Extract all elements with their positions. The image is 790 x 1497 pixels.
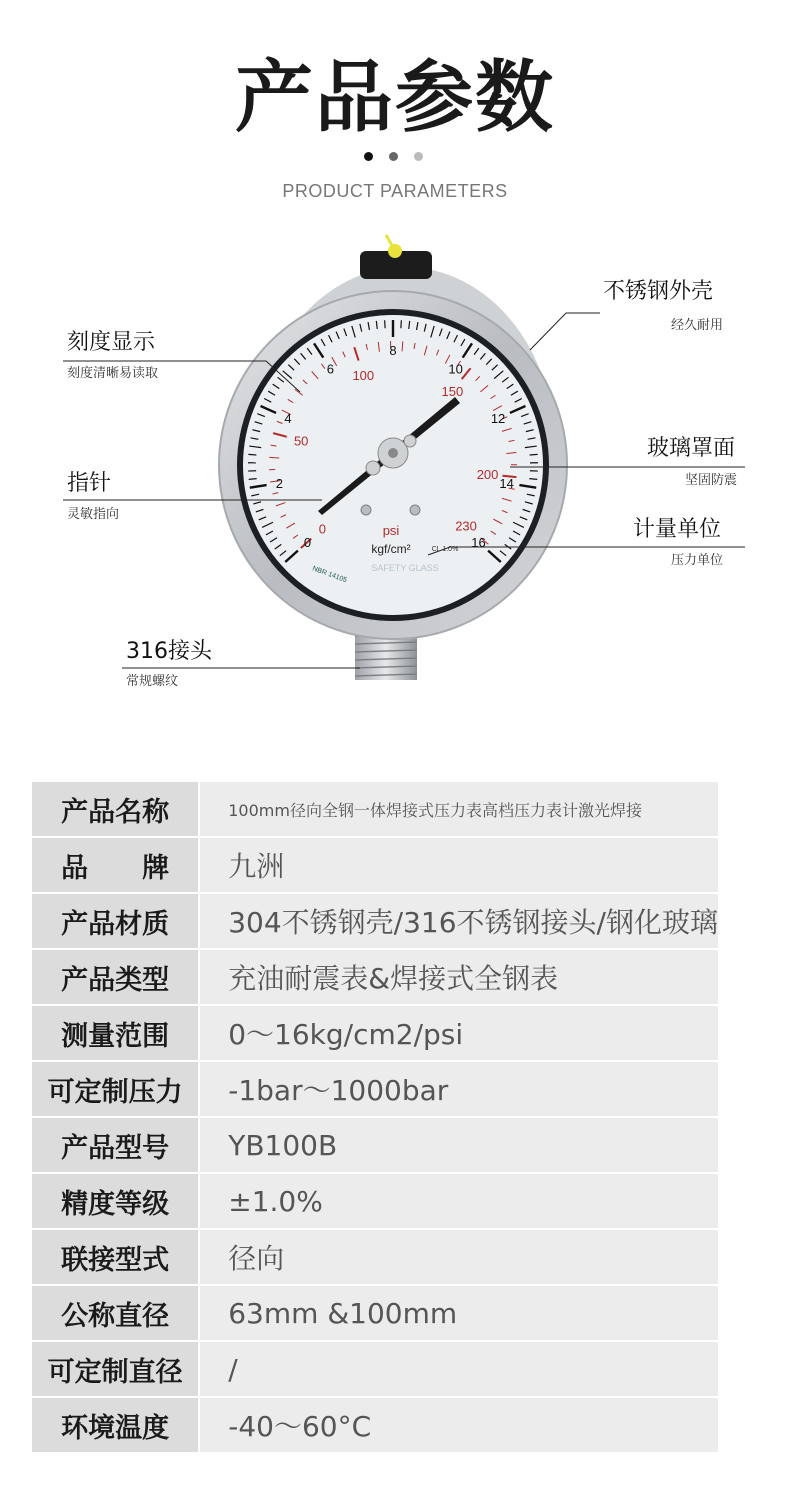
param-row: [32, 1174, 718, 1230]
callout-unit-title: 计量单位: [633, 517, 722, 542]
param-value: YB100B: [200, 1118, 718, 1174]
param-value: 九洲: [200, 838, 718, 894]
callout-connector-sub: 常规螺纹: [126, 674, 179, 689]
param-value: 充油耐震表&焊接式全钢表: [200, 950, 718, 1006]
fill-plug-tip: [388, 244, 402, 258]
page-title: 产品参数: [234, 53, 555, 143]
param-key: 精度等级: [32, 1174, 200, 1230]
dot-2: [389, 152, 398, 161]
param-row: [32, 1118, 718, 1174]
param-value: 63mm &100mm: [200, 1286, 718, 1342]
param-row: [32, 950, 718, 1006]
param-key: 可定制压力: [32, 1062, 200, 1118]
dot-1: [364, 152, 373, 161]
param-key: 联接型式: [32, 1230, 200, 1286]
unit-psi-label: psi: [382, 523, 400, 538]
param-key: 品 牌: [32, 838, 200, 894]
callout-pointer-title: 指针: [67, 471, 112, 496]
pagination-dots: [364, 152, 426, 162]
param-row: [32, 894, 718, 950]
inner-scale-label: 0: [318, 521, 327, 537]
callout-glass-title: 玻璃罩面: [647, 436, 736, 461]
param-value: 100mm径向全钢一体焊接式压力表高档压力表计激光焊接: [200, 782, 718, 838]
callout-pointer-sub: 灵敏指向: [67, 507, 120, 522]
inner-scale-tick: [269, 457, 279, 458]
outer-scale-label: 4: [284, 411, 292, 427]
param-key: 环境温度: [32, 1398, 200, 1454]
inner-scale-label: 100: [352, 367, 375, 383]
param-value: ±1.0%: [200, 1174, 718, 1230]
param-key: 产品型号: [32, 1118, 200, 1174]
inner-scale-label: 50: [293, 433, 309, 449]
outer-scale-label: 8: [389, 343, 397, 358]
param-row: [32, 838, 718, 894]
glass-label: SAFETY GLASS: [371, 563, 439, 573]
outer-scale-label: 0: [303, 534, 312, 550]
callout-unit-sub: 压力单位: [671, 553, 724, 568]
class-label: CL 1.0%: [431, 546, 459, 553]
param-value: 径向: [200, 1230, 718, 1286]
param-value: -40～60°C: [200, 1398, 718, 1454]
inner-scale-label: 230: [455, 518, 477, 534]
outer-scale-label: 12: [490, 411, 506, 427]
param-key: 可定制直径: [32, 1342, 200, 1398]
callout-scale-sub: 刻度清晰易读取: [67, 366, 159, 381]
outer-scale-tick: [249, 479, 257, 480]
outer-scale-label: 16: [471, 534, 486, 550]
param-row: [32, 782, 718, 838]
param-row: [32, 1006, 718, 1062]
callout-glass-sub: 坚固防震: [685, 473, 738, 488]
param-key: 产品材质: [32, 894, 200, 950]
callout-scale-title: 刻度显示: [67, 330, 156, 355]
outer-scale-tick: [529, 479, 537, 480]
param-row: [32, 1398, 718, 1454]
param-value: 0～16kg/cm2/psi: [200, 1006, 718, 1062]
param-row: [32, 1286, 718, 1342]
callout-shell-sub: 经久耐用: [671, 318, 724, 333]
outer-scale-label: 14: [499, 475, 514, 491]
param-row: [32, 1062, 718, 1118]
page-subtitle: PRODUCT PARAMETERS: [282, 181, 508, 201]
callout-connector-title: 316接头: [126, 639, 212, 664]
inner-scale-label: 150: [441, 383, 464, 399]
param-key: 测量范围: [32, 1006, 200, 1062]
parameters-table: [32, 782, 718, 1454]
standard-label: NBR 14105: [311, 565, 348, 585]
outer-scale-tick: [248, 454, 256, 455]
outer-scale-label: 10: [448, 361, 463, 377]
param-row: [32, 1230, 718, 1286]
dot-3: [414, 152, 423, 161]
outer-scale-label: 6: [326, 361, 334, 377]
param-row: [32, 1342, 718, 1398]
inner-scale-label: 200: [476, 467, 499, 483]
param-key: 产品名称: [32, 782, 200, 838]
outer-scale-label: 2: [275, 475, 284, 491]
param-key: 公称直径: [32, 1286, 200, 1342]
param-value: -1bar～1000bar: [200, 1062, 718, 1118]
callout-shell-title: 不锈钢外壳: [603, 279, 714, 304]
gauge-illustration-section: [0, 215, 790, 695]
param-value: 304不锈钢壳/316不锈钢接头/钢化玻璃: [200, 894, 718, 950]
param-value: /: [200, 1342, 718, 1398]
outer-scale-tick: [530, 454, 538, 455]
unit-kgf-label: kgf/cm²: [371, 542, 411, 556]
param-key: 产品类型: [32, 950, 200, 1006]
